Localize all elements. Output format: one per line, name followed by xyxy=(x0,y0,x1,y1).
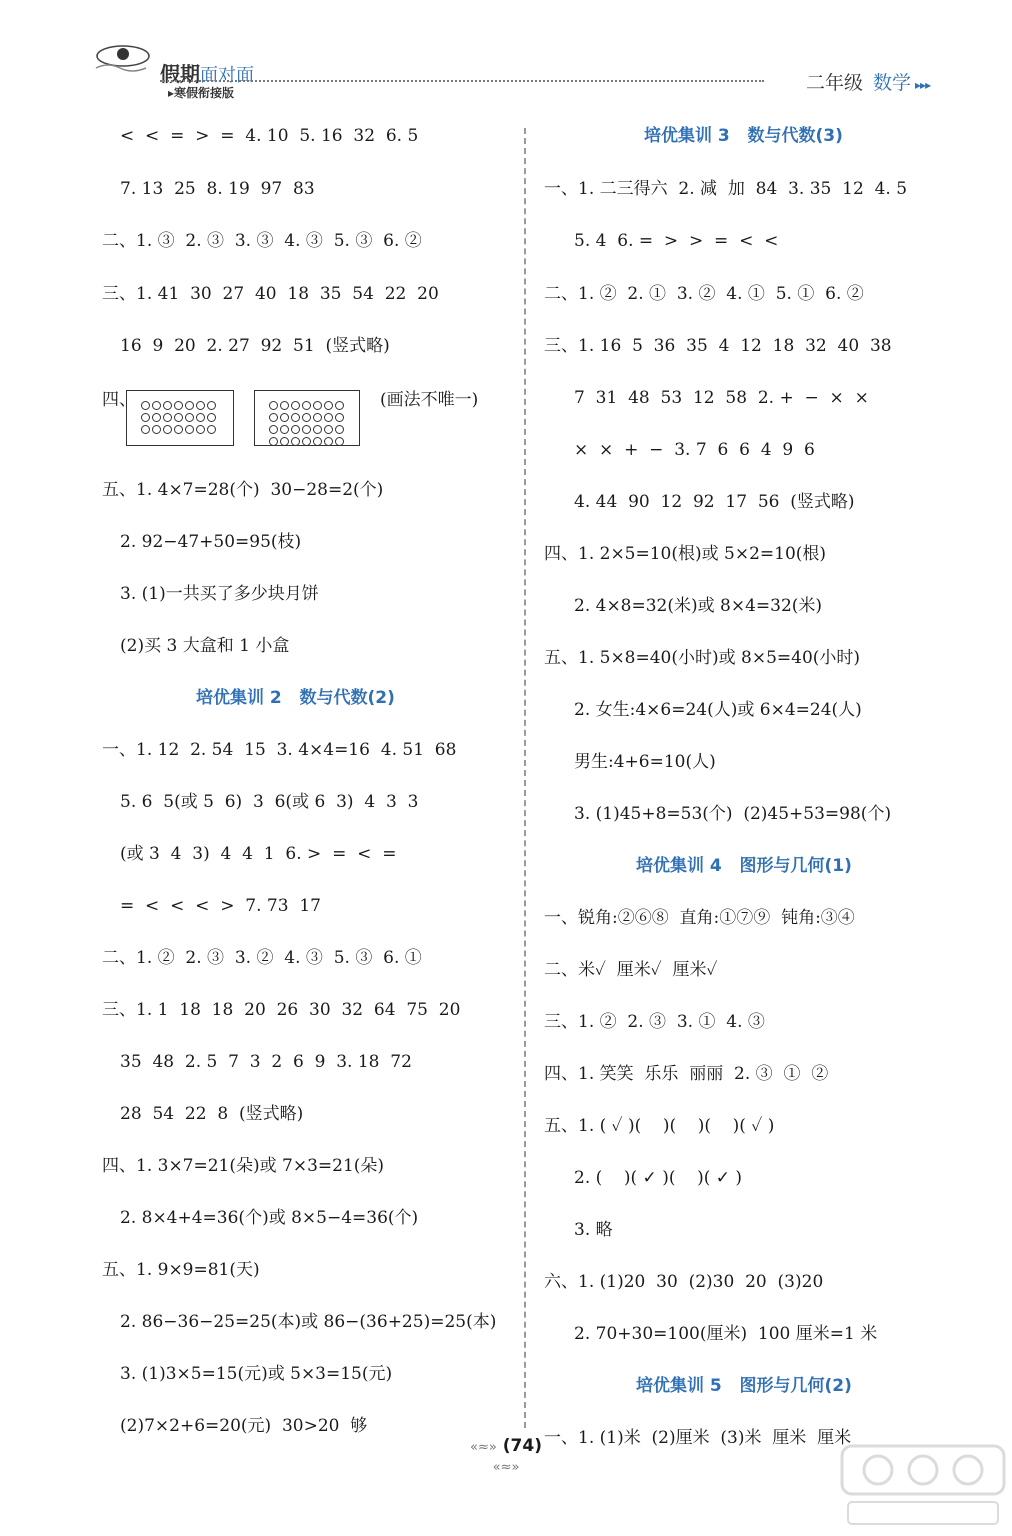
page-header xyxy=(0,0,1012,110)
answer-line: (2)买 3 大盒和 1 小盒 xyxy=(120,636,290,656)
answer-line: 五、1. 4×7=28(个) 30−28=2(个) xyxy=(102,480,384,500)
answer-line: 16 9 20 2. 27 92 51 (竖式略) xyxy=(120,336,390,356)
answer-line: 四、1. 笑笑 乐乐 丽丽 2. ③ ① ② xyxy=(544,1064,829,1084)
answer-line: 7 31 48 53 12 58 2. + − × × xyxy=(574,388,869,408)
grade-subject xyxy=(806,68,930,95)
answer-line: 二、1. ③ 2. ③ 3. ③ 4. ③ 5. ③ 6. ② xyxy=(102,231,422,251)
answer-line: 3. 略 xyxy=(574,1220,613,1240)
answer-line: 5. 4 6. = > > = < < xyxy=(574,231,779,251)
answer-line: 3. (1)一共买了多少块月饼 xyxy=(120,584,319,604)
subject-label: 数学 xyxy=(873,72,912,94)
answer-line: 7. 13 25 8. 19 97 83 xyxy=(120,179,315,199)
section-title: 培优集训 3 数与代数(3) xyxy=(644,126,843,146)
answer-line: (或 3 4 3) 4 4 1 6. > = < = xyxy=(120,844,397,864)
answer-line: 二、1. ② 2. ③ 3. ② 4. ③ 5. ③ 6. ① xyxy=(102,948,422,968)
answer-line: (2)7×2+6=20(元) 30>20 够 xyxy=(120,1416,368,1436)
answer-line: 二、米✓ 厘米✓ 厘米✓ xyxy=(544,960,718,980)
answer-line: 一、1. 二三得六 2. 减 加 84 3. 35 12 4. 5 xyxy=(544,179,908,199)
answer-line: 五、1. ( ✓ )( )( )( )( ✓ ) xyxy=(544,1116,775,1136)
section-title: 培优集训 5 图形与几何(2) xyxy=(636,1376,852,1396)
answer-line: 三、1. 16 5 36 35 4 12 18 32 40 38 xyxy=(544,336,892,356)
answer-note: (画法不唯一) xyxy=(380,390,479,410)
page-number-value: 74 xyxy=(510,1436,535,1456)
answer-line-prefix: 四、 xyxy=(102,390,136,410)
answer-line: 四、1. 3×7=21(朵)或 7×3=21(朵) xyxy=(102,1156,385,1176)
answer-line: 2. 70+30=100(厘米) 100 厘米=1 米 xyxy=(574,1324,878,1344)
dot-array xyxy=(141,401,214,434)
answer-line: 3. (1)45+8=53(个) (2)45+53=98(个) xyxy=(574,804,892,824)
answer-line: 三、1. 41 30 27 40 18 35 54 22 20 xyxy=(102,284,439,304)
answer-line: 四、1. 2×5=10(根)或 5×2=10(根) xyxy=(544,544,827,564)
answer-line: 3. (1)3×5=15(元)或 5×3=15(元) xyxy=(120,1364,393,1384)
answer-line: 六、1. (1)20 30 (2)30 20 (3)20 xyxy=(544,1272,824,1292)
page-number: «≈» (74) «≈» xyxy=(470,1436,542,1475)
answer-line: 男生:4+6=10(人) xyxy=(574,752,716,772)
section-title: 培优集训 2 数与代数(2) xyxy=(196,688,395,708)
answer-line: 五、1. 5×8=40(小时)或 8×5=40(小时) xyxy=(544,648,861,668)
header-dotted-rule xyxy=(160,80,764,82)
answer-line: 2. ( )( ✓ )( )( ✓ ) xyxy=(574,1168,743,1188)
answer-line: 二、1. ② 2. ① 3. ② 4. ① 5. ① 6. ② xyxy=(544,284,864,304)
column-divider xyxy=(524,128,526,1428)
answer-line: 三、1. 1 18 18 20 26 30 32 64 75 20 xyxy=(102,1000,461,1020)
section-title: 培优集训 4 图形与几何(1) xyxy=(636,856,852,876)
brand-subtitle: ▸寒假衔接版 xyxy=(168,86,235,100)
deco-left-icon: «≈» xyxy=(470,1440,497,1455)
answer-line: 5. 6 5(或 5 6) 3 6(或 6 3) 4 3 3 xyxy=(120,792,419,812)
answer-line: 35 48 2. 5 7 3 2 6 9 3. 18 72 xyxy=(120,1052,412,1072)
answer-line: 2. 86−36−25=25(本)或 86−(36+25)=25(本) xyxy=(120,1312,497,1332)
answer-line: 三、1. ② 2. ③ 3. ① 4. ③ xyxy=(544,1012,765,1032)
brand-main: 假期 xyxy=(160,62,200,86)
answer-line: 2. 92−47+50=95(枝) xyxy=(120,532,302,552)
answer-line: 2. 女生:4×6=24(人)或 6×4=24(人) xyxy=(574,700,862,720)
answer-line: 一、1. 12 2. 54 15 3. 4×4=16 4. 51 68 xyxy=(102,740,457,760)
arrows-icon: ▸▸▸ xyxy=(915,78,931,92)
answer-line: 28 54 22 8 (竖式略) xyxy=(120,1104,304,1124)
brand-title xyxy=(160,58,254,87)
dot-array-box xyxy=(254,390,360,446)
answer-line: = < < < > 7. 73 17 xyxy=(120,896,321,916)
answer-line: < < = > = 4. 10 5. 16 32 6. 5 xyxy=(120,126,419,146)
dot-array-box xyxy=(126,390,234,446)
answer-line: 一、1. (1)米 (2)厘米 (3)米 厘米 厘米 xyxy=(544,1428,852,1448)
answer-line: 4. 44 90 12 92 17 56 (竖式略) xyxy=(574,492,855,512)
answer-line: 一、锐角:②⑥⑧ 直角:①⑦⑨ 钝角:③④ xyxy=(544,908,855,928)
answer-line: 2. 8×4+4=36(个)或 8×5−4=36(个) xyxy=(120,1208,419,1228)
answer-line: 2. 4×8=32(米)或 8×4=32(米) xyxy=(574,596,823,616)
answer-line: × × + − 3. 7 6 6 4 9 6 xyxy=(574,440,815,460)
cartoon-logo-icon xyxy=(88,44,158,74)
brand-accent: 面对面 xyxy=(200,65,254,86)
deco-right-icon: «≈» xyxy=(492,1460,520,1475)
grade-label: 二年级 xyxy=(806,72,864,94)
dot-array xyxy=(269,401,342,446)
answer-line: 五、1. 9×9=81(天) xyxy=(102,1260,260,1280)
watermark-logo-icon xyxy=(838,1440,1008,1530)
